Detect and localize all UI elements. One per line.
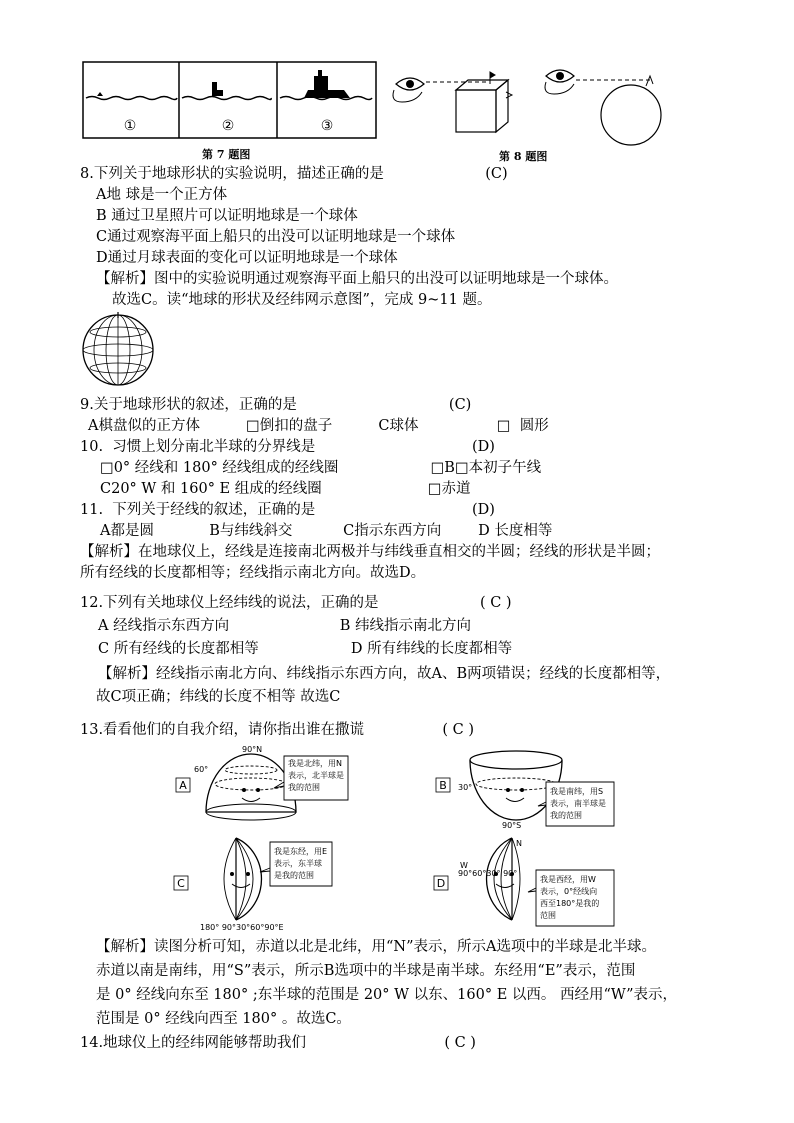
question-11-analysis-2: 所有经线的长度都相等；经线指示南北方向。故选D。: [80, 565, 426, 581]
q13-d-top-label: N: [516, 839, 522, 848]
q13-a-bubble-3: 我的范围: [288, 783, 320, 792]
question-12-options-1: A 经线指示东西方向 B 纬线指示南北方向: [98, 618, 471, 634]
question-13-analysis-3: 是 0° 经线向东至 180° ;东半球的范围是 20° W 以东、160° E 以西。 西经用“W”表示，: [96, 987, 677, 1003]
question-8: 8.下列关于地球形状的实验说明，描述正确的是 (C): [80, 166, 508, 182]
figure-7-ship-panels: [82, 60, 378, 140]
figure-7-caption: 第 7 题图: [202, 148, 251, 161]
q13-c-bubble-2: 表示，东半球: [274, 859, 322, 868]
question-13-analysis-4: 范围是 0° 经线向西至 180° 。故选C。: [96, 1011, 351, 1027]
question-10-options-1: □0° 经线和 180° 经线组成的经线圈 □B□本初子午线: [100, 460, 542, 476]
q13-a-bubble-2: 表示，北半球是: [288, 771, 344, 780]
question-13-analysis-1: 【解析】读图分析可知，赤道以北是北纬，用“N”表示，所示A选项中的半球是北半球。: [96, 939, 656, 955]
question-12-analysis-1: 【解析】经线指示南北方向、纬线指示东西方向，故A、B两项错误；经线的长度都相等，: [98, 666, 671, 682]
globe-graticule-figure: [80, 312, 156, 388]
question-12-options-2: C 所有经线的长度都相等 D 所有纬线的长度都相等: [98, 641, 513, 657]
question-10: 10. 习惯上划分南北半球的分界线是 (D): [80, 439, 495, 455]
question-13: 13.看看他们的自我介绍，请你指出谁在撒谎 ( C ): [80, 722, 475, 738]
figure-8-cube-sphere: [388, 62, 668, 152]
question-13-analysis-2: 赤道以南是南纬，用“S”表示，所示B选项中的半球是南半球。东经用“E”表示，范围: [96, 963, 636, 979]
q13-d-letter: D: [436, 877, 446, 890]
question-8-analysis-2: 故选C。读“地球的形状及经纬网示意图”，完成 9~11 题。: [112, 292, 492, 308]
q13-c-bubble-3: 是我的范围: [274, 871, 314, 880]
q13-figure-d: [432, 834, 632, 932]
question-11-analysis-1: 【解析】在地球仪上，经线是连接南北两极并与纬线垂直相交的半圆；经线的形状是半圆；: [80, 544, 660, 560]
question-12-analysis-2: 故C项正确；纬线的长度不相等 故选C: [96, 689, 341, 705]
question-8-analysis-1: 【解析】图中的实验说明通过观察海平面上船只的出没可以证明地球是一个球体。: [96, 271, 618, 287]
q13-a-side-label: 60°: [194, 765, 209, 774]
question-11-options: A都是圆 B与纬线斜交 C指示东西方向 D 长度相等: [100, 523, 553, 539]
q13-b-bubble-1: 我是南纬，用S: [550, 787, 604, 796]
question-8-option-d: D通过月球表面的变化可以证明地球是一个球体: [96, 250, 398, 266]
panel-label-1: ①: [123, 118, 137, 134]
q13-a-bubble-1: 我是北纬，用N: [288, 759, 342, 768]
question-14: 14.地球仪上的经纬网能够帮助我们 ( C ): [80, 1035, 476, 1051]
q13-b-bubble-2: 表示，南半球是: [550, 799, 606, 808]
q13-d-bubble-2: 表示，0°经线向: [540, 887, 598, 896]
q13-a-top-label: 90°N: [242, 745, 263, 754]
figure-8-caption: 第 8 题图: [499, 150, 548, 163]
q13-d-bubble-1: 我是西经，用W: [540, 875, 596, 884]
question-8-option-c: C通过观察海平面上船只的出没可以证明地球是一个球体: [96, 229, 456, 245]
q13-figure-c: [172, 834, 352, 932]
question-12: 12.下列有关地球仪上经纬线的说法，正确的是 ( C ): [80, 595, 512, 611]
q13-a-letter: A: [179, 779, 187, 792]
question-9-options: A棋盘似的正方体 □倒扣的盘子 C球体 □ 圆形: [88, 418, 549, 434]
q13-c-letter: C: [177, 877, 185, 890]
q13-b-bubble-3: 我的范围: [550, 811, 582, 820]
q13-d-bubble-4: 范围: [540, 911, 556, 920]
panel-label-3: ③: [320, 118, 334, 134]
q13-figure-a: [172, 742, 352, 830]
q13-d-left-label: W: [460, 861, 468, 870]
question-8-option-a: A地 球是一个正方体: [96, 187, 228, 203]
question-10-options-2: C20° W 和 160° E 组成的经线圈 □赤道: [100, 481, 471, 497]
question-11: 11. 下列关于经线的叙述，正确的是 (D): [80, 502, 495, 518]
q13-c-bottom-label: 180° 90°30°60°90°E: [200, 923, 284, 932]
q13-d-bottom-label: 90°60°30° 90°: [458, 869, 518, 878]
q13-c-bubble-1: 我是东经，用E: [274, 847, 328, 856]
q13-b-side-label: 30°: [458, 783, 473, 792]
question-9: 9.关于地球形状的叙述，正确的是 (C): [80, 397, 472, 413]
q13-b-bottom-label: 90°S: [502, 821, 522, 830]
q13-b-letter: B: [439, 779, 447, 792]
q13-figure-b: [432, 746, 632, 834]
panel-label-2: ②: [221, 118, 235, 134]
q13-d-bubble-3: 西至180°是我的: [540, 899, 600, 908]
question-8-option-b: B 通过卫星照片可以证明地球是一个球体: [96, 208, 358, 224]
